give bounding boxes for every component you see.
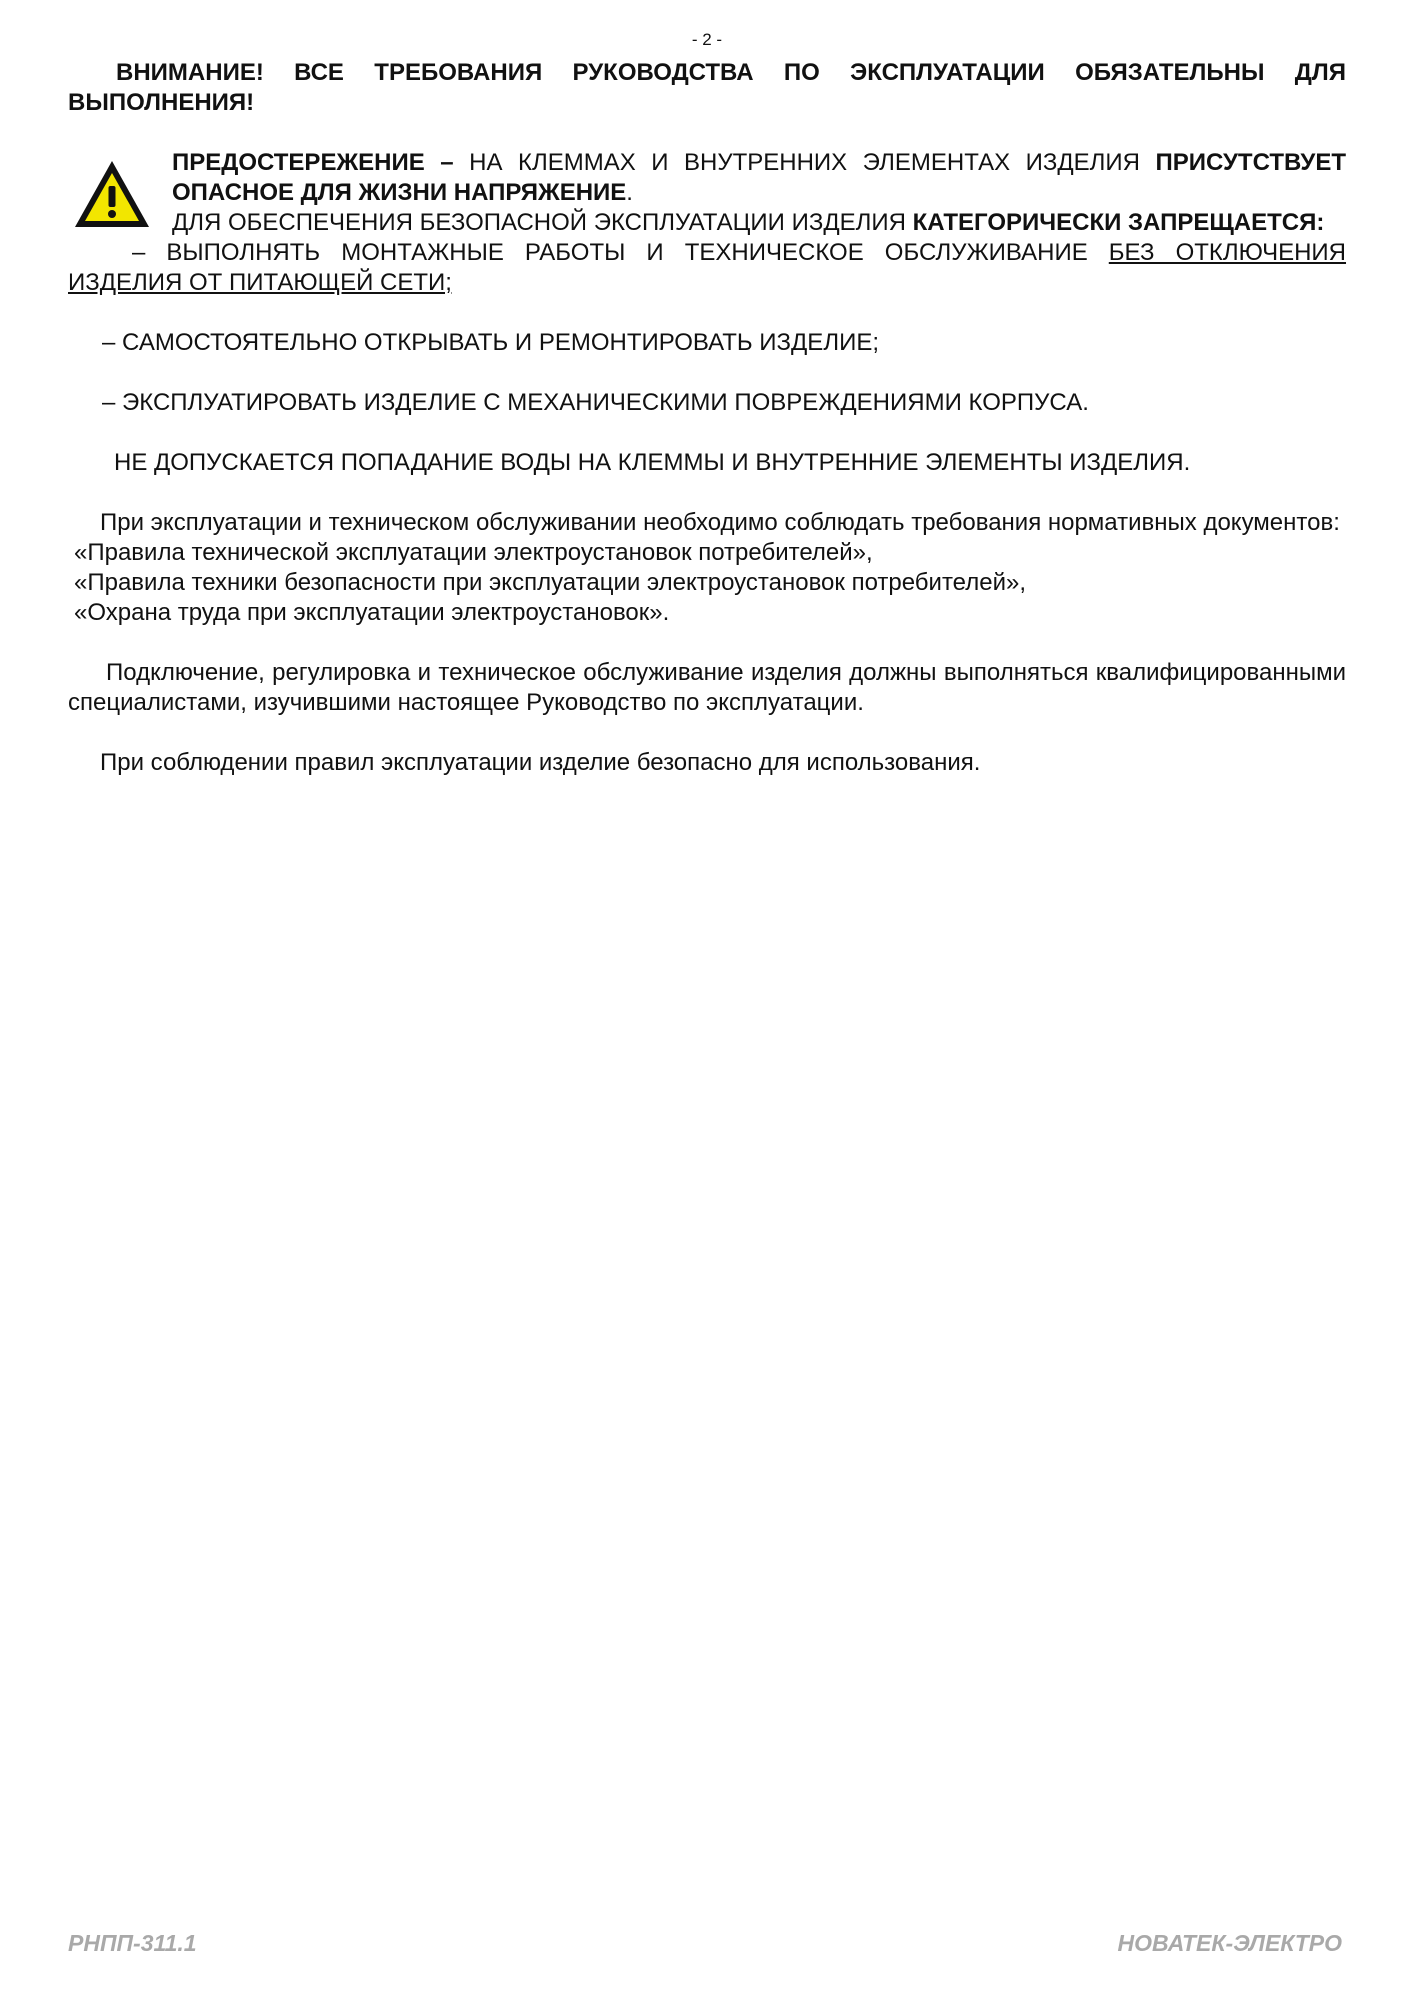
safety-text: ДЛЯ ОБЕСПЕЧЕНИЯ БЕЗОПАСНОЙ ЭКСПЛУАТАЦИИ ИЗДЕЛИЯ bbox=[172, 209, 913, 236]
warning-label: ПРЕДОСТЕРЕЖЕНИЕ bbox=[172, 149, 425, 176]
prohibition-item-2: – САМОСТОЯТЕЛЬНО ОТКРЫВАТЬ И РЕМОНТИРОВАТЬ ИЗДЕЛИЕ; bbox=[102, 329, 879, 356]
prohibition-item-1-underlined: БЕЗ ОТКЛЮЧЕНИЯ ИЗДЕЛИЯ ОТ ПИТАЮЩЕЙ СЕТИ; bbox=[68, 239, 1347, 296]
warning-text-end: . bbox=[626, 179, 633, 206]
page-content bbox=[68, 58, 1346, 778]
norms-list bbox=[68, 538, 1346, 628]
safety-prohibition-heading bbox=[68, 208, 1346, 238]
attention-heading: ВНИМАНИЕ! ВСЕ ТРЕБОВАНИЯ РУКОВОДСТВА ПО ЭКСПЛУАТАЦИИ ОБЯЗАТЕЛЬНЫ ДЛЯ ВЫПОЛНЕНИЯ! bbox=[68, 59, 1346, 116]
warning-block bbox=[68, 148, 1346, 238]
prohibition-item-1-text: – ВЫПОЛНЯТЬ МОНТАЖНЫЕ РАБОТЫ И ТЕХНИЧЕСКОЕ ОБСЛУЖИВАНИЕ bbox=[132, 239, 1109, 266]
norms-intro: При эксплуатации и техническом обслуживании необходимо соблюдать требования нормативных документов: bbox=[100, 509, 1340, 536]
prohibition-item-3: – ЭКСПЛУАТИРОВАТЬ ИЗДЕЛИЕ С МЕХАНИЧЕСКИМИ ПОВРЕЖДЕНИЯМИ КОРПУСА. bbox=[102, 389, 1089, 416]
water-note: НЕ ДОПУСКАЕТСЯ ПОПАДАНИЕ ВОДЫ НА КЛЕММЫ И ВНУТРЕННИЕ ЭЛЕМЕНТЫ ИЗДЕЛИЯ. bbox=[114, 449, 1191, 476]
warning-danger-voltage: ПРИСУТСТВУЕТ ОПАСНОЕ ДЛЯ ЖИЗНИ НАПРЯЖЕНИЕ bbox=[172, 149, 1346, 206]
norm-item: «Охрана труда при эксплуатации электроустановок». bbox=[74, 599, 670, 626]
norm-item: «Правила технической эксплуатации электроустановок потребителей», bbox=[74, 539, 873, 566]
safety-prohibited: КАТЕГОРИЧЕСКИ ЗАПРЕЩАЕТСЯ: bbox=[912, 209, 1325, 236]
warning-triangle-icon bbox=[72, 158, 152, 230]
warning-dash: – bbox=[424, 149, 470, 176]
warning-text bbox=[172, 148, 1346, 208]
footer-model: РНПП-311.1 bbox=[68, 1930, 197, 1956]
norm-item: «Правила техники безопасности при эксплуатации электроустановок потребителей», bbox=[74, 569, 1027, 596]
footer-company: НОВАТЕК-ЭЛЕКТРО bbox=[1117, 1930, 1342, 1956]
page-number: - 2 - bbox=[691, 30, 723, 49]
prohibition-item-1 bbox=[68, 238, 1346, 298]
warning-text-a: НА КЛЕММАХ И ВНУТРЕННИХ ЭЛЕМЕНТАХ ИЗДЕЛИЯ bbox=[469, 149, 1156, 176]
safe-use-note: При соблюдении правил эксплуатации изделие безопасно для использования. bbox=[100, 749, 981, 776]
qualified-personnel-note: Подключение, регулировка и техническое обслуживание изделия должны выполняться квалифицированными специалистами, изучившими настоящее Руководство по эксплуатации. bbox=[68, 659, 1346, 716]
